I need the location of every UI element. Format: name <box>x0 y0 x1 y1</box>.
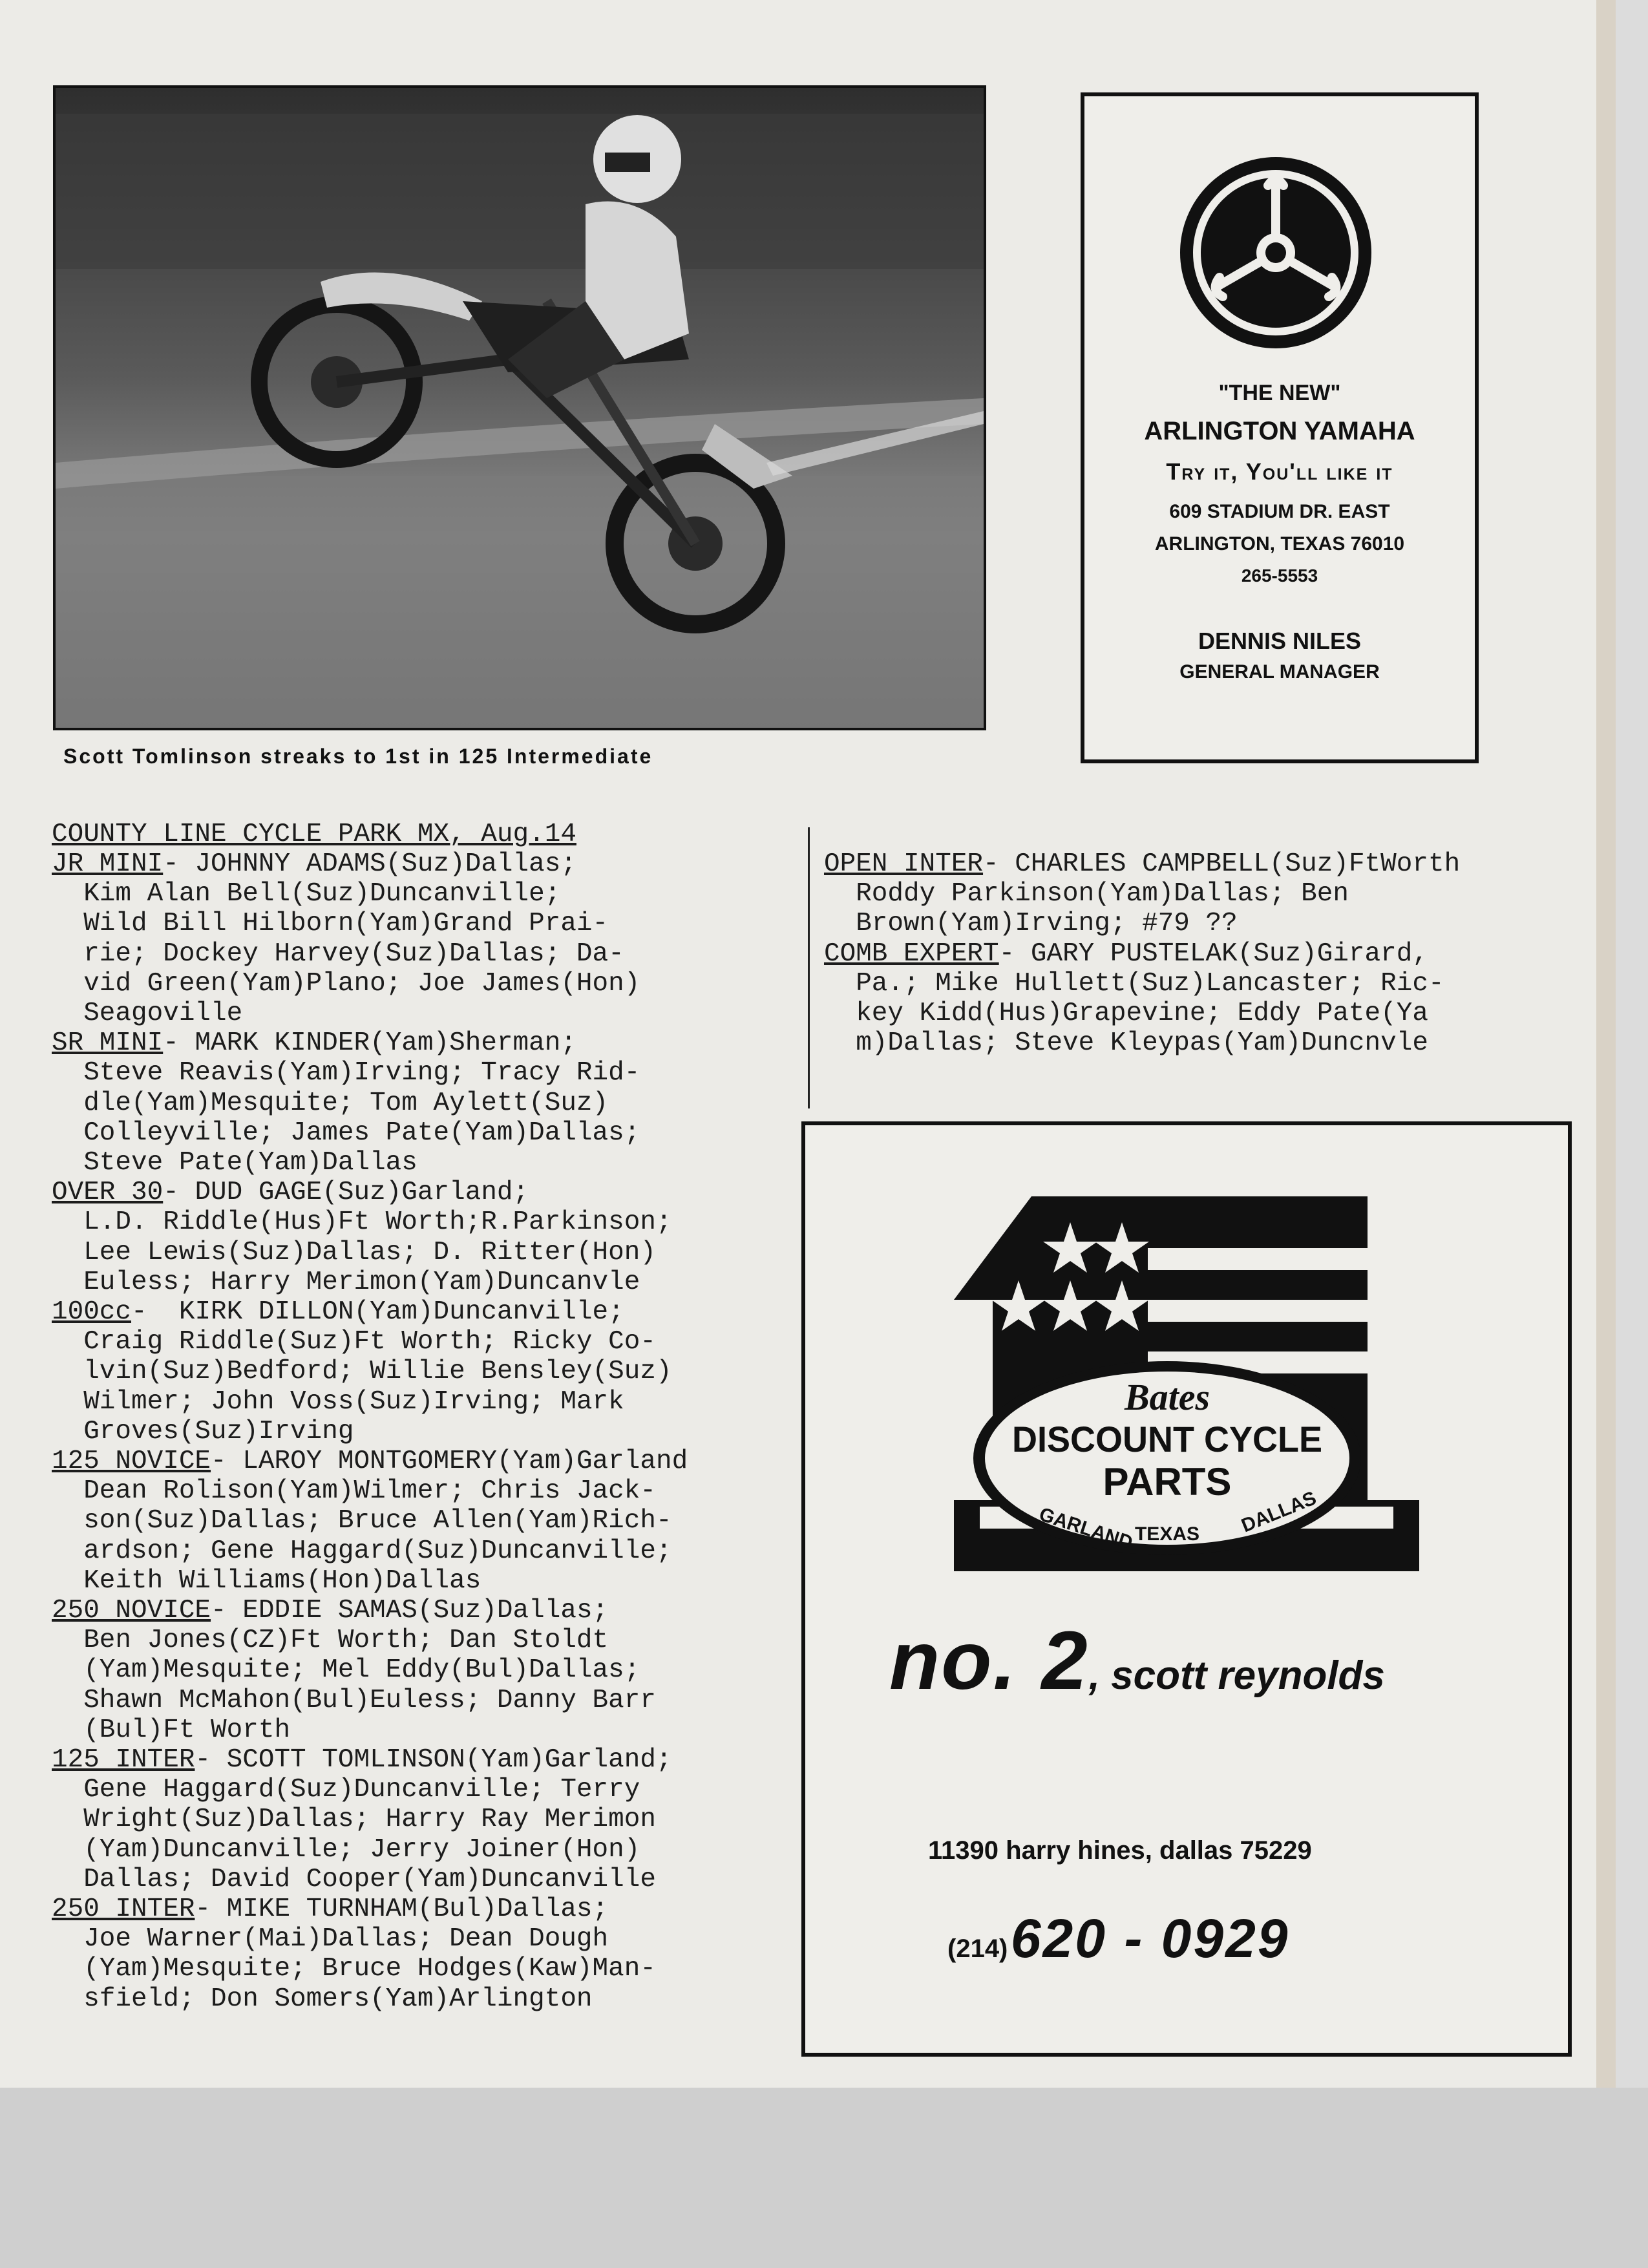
result-line: Euless; Harry Merimon(Yam)Duncanvle <box>52 1267 640 1297</box>
arlington-yamaha-ad <box>1081 92 1479 763</box>
result-line: (Yam)Duncanville; Jerry Joiner(Hon) <box>52 1834 640 1865</box>
result-line: ardson; Gene Haggard(Suz)Duncanville; <box>52 1536 672 1566</box>
result-line <box>52 1178 529 1207</box>
class-name: 250 INTER <box>52 1894 195 1924</box>
class-name: 125 INTER <box>52 1745 195 1775</box>
result-line: Groves(Suz)Irving <box>52 1416 354 1447</box>
class-winner: - MIKE TURNHAM(Bul)Dallas; <box>195 1894 609 1924</box>
bates-logo-line1: DISCOUNT CYCLE <box>1012 1419 1322 1459</box>
result-line: (Yam)Mesquite; Mel Eddy(Bul)Dallas; <box>52 1655 640 1686</box>
bates-discount-cycle-parts-ad <box>801 1121 1572 2057</box>
result-line: (Yam)Mesquite; Bruce Hodges(Kaw)Man- <box>52 1954 656 1984</box>
bates-city-left: GARLAND <box>1036 1503 1136 1554</box>
result-line: lvin(Suz)Bedford; Willie Bensley(Suz) <box>52 1357 672 1387</box>
result-line: Wright(Suz)Dallas; Harry Ray Merimon <box>52 1805 656 1835</box>
result-line: dle(Yam)Mesquite; Tom Aylett(Suz) <box>52 1088 609 1118</box>
result-line: Steve Reavis(Yam)Irving; Tracy Rid- <box>52 1058 640 1088</box>
result-line: Gene Haggard(Suz)Duncanville; Terry <box>52 1775 640 1805</box>
result-line: Wild Bill Hilborn(Yam)Grand Prai- <box>52 909 609 939</box>
bates-script-text: Bates <box>1124 1376 1210 1418</box>
yamaha-city: ARLINGTON, TEXAS 76010 <box>1154 533 1405 555</box>
result-line: son(Suz)Dallas; Bruce Allen(Yam)Rich- <box>52 1506 672 1536</box>
bates-number-one-flag-logo <box>954 1196 1419 1584</box>
result-line: vid Green(Yam)Plano; Joe James(Hon) <box>52 968 640 999</box>
class-winner: - GARY PUSTELAK(Suz)Girard, <box>998 938 1428 969</box>
bates-logo-line2: PARTS <box>1103 1460 1232 1503</box>
class-name: 100cc <box>52 1297 132 1327</box>
yamaha-tuning-fork-icon <box>1178 154 1374 351</box>
result-line <box>824 849 1460 879</box>
bates-address: 11390 harry hines, dallas 75229 <box>928 1836 1312 1865</box>
yamaha-dealer-name: ARLINGTON YAMAHA <box>1144 417 1415 445</box>
scan-background <box>0 2088 1648 2268</box>
bates-city-right: DALLAS <box>1238 1487 1320 1537</box>
result-line <box>52 1596 608 1626</box>
class-name: JR MINI <box>52 849 164 879</box>
result-line: Brown(Yam)Irving; #79 ?? <box>824 909 1238 939</box>
class-name: COMB EXPERT <box>824 938 999 969</box>
result-line: Shawn McMahon(Bul)Euless; Danny Barr <box>52 1685 656 1715</box>
yamaha-phone: 265-5553 <box>1241 566 1318 586</box>
yamaha-street: 609 STADIUM DR. EAST <box>1169 501 1390 522</box>
bates-state: TEXAS <box>1134 1523 1200 1545</box>
class-winner: - DUD GAGE(Suz)Garland; <box>163 1178 529 1208</box>
result-line <box>52 1297 624 1327</box>
result-line: Kim Alan Bell(Suz)Duncanville; <box>52 879 561 909</box>
result-line: sfield; Don Somers(Yam)Arlington <box>52 1984 593 2014</box>
result-line: rie; Dockey Harvey(Suz)Dallas; Da- <box>52 938 624 969</box>
rank-number: no. 2 <box>889 1615 1089 1707</box>
result-line: Keith Williams(Hon)Dallas <box>52 1565 481 1596</box>
result-line: Lee Lewis(Suz)Dallas; D. Ritter(Hon) <box>52 1237 656 1267</box>
class-winner: - JOHNNY ADAMS(Suz)Dallas; <box>163 849 576 879</box>
result-line: Colleyville; James Pate(Yam)Dallas; <box>52 1118 640 1148</box>
result-line: Seagoville <box>52 999 243 1028</box>
class-name: SR MINI <box>52 1028 164 1059</box>
rider-rank <box>889 1613 1385 1708</box>
result-line: (Bul)Ft Worth <box>52 1715 291 1745</box>
class-winner: - KIRK DILLON(Yam)Duncanville; <box>131 1297 624 1327</box>
class-name: 250 NOVICE <box>52 1596 211 1626</box>
result-line: Joe Warner(Mai)Dallas; Dean Dough <box>52 1924 609 1955</box>
bates-area-code: (214) <box>947 1934 1008 1963</box>
class-name: 125 NOVICE <box>52 1447 211 1476</box>
result-line <box>52 849 576 879</box>
class-winner: - SCOTT TOMLINSON(Yam)Garland; <box>195 1745 672 1775</box>
result-line: key Kidd(Hus)Grapevine; Eddy Pate(Ya <box>824 999 1428 1028</box>
results-heading: COUNTY LINE CYCLE PARK MX, Aug.14 <box>52 820 576 849</box>
result-line: Roddy Parkinson(Yam)Dallas; Ben <box>824 879 1349 909</box>
yamaha-manager-title: GENERAL MANAGER <box>1179 661 1380 683</box>
yamaha-manager-name: DENNIS NILES <box>1198 628 1362 654</box>
yamaha-tagline: "THE NEW" <box>1218 381 1341 405</box>
result-line: m)Dallas; Steve Kleypas(Yam)Duncnvle <box>824 1028 1428 1059</box>
result-line <box>52 1745 672 1775</box>
result-line <box>52 1447 688 1476</box>
motocross-photo <box>53 85 986 730</box>
bates-phone <box>947 1907 1290 1970</box>
result-line: Craig Riddle(Suz)Ft Worth; Ricky Co- <box>52 1327 656 1357</box>
result-line: L.D. Riddle(Hus)Ft Worth;R.Parkinson; <box>52 1207 672 1238</box>
result-line <box>52 1028 576 1058</box>
result-line: Ben Jones(CZ)Ft Worth; Dan Stoldt <box>52 1626 609 1656</box>
page-edge <box>1596 0 1616 2088</box>
class-winner: - EDDIE SAMAS(Suz)Dallas; <box>211 1596 609 1626</box>
result-line: Pa.; Mike Hullett(Suz)Lancaster; Ric- <box>824 968 1444 999</box>
class-winner: - LAROY MONTGOMERY(Yam)Garland <box>211 1447 688 1476</box>
column-divider <box>808 827 810 1108</box>
class-name: OVER 30 <box>52 1178 164 1208</box>
result-line <box>52 1894 608 1924</box>
result-line: Dallas; David Cooper(Yam)Duncanville <box>52 1864 656 1894</box>
rider-name: , scott reynolds <box>1088 1653 1385 1698</box>
class-name: OPEN INTER <box>824 849 984 879</box>
result-line <box>824 939 1428 969</box>
class-winner: - CHARLES CAMPBELL(Suz)FtWorth <box>983 849 1461 879</box>
yamaha-slogan: Try it, You'll like it <box>1166 458 1393 485</box>
class-winner: - MARK KINDER(Yam)Sherman; <box>163 1028 576 1059</box>
result-line: Wilmer; John Voss(Suz)Irving; Mark <box>52 1386 624 1417</box>
result-line: Steve Pate(Yam)Dallas <box>52 1148 417 1178</box>
bates-phone-number: 620 - 0929 <box>1010 1908 1290 1969</box>
photo-caption: Scott Tomlinson streaks to 1st in 125 Intermediate <box>63 745 653 768</box>
result-line: Dean Rolison(Yam)Wilmer; Chris Jack- <box>52 1476 656 1507</box>
